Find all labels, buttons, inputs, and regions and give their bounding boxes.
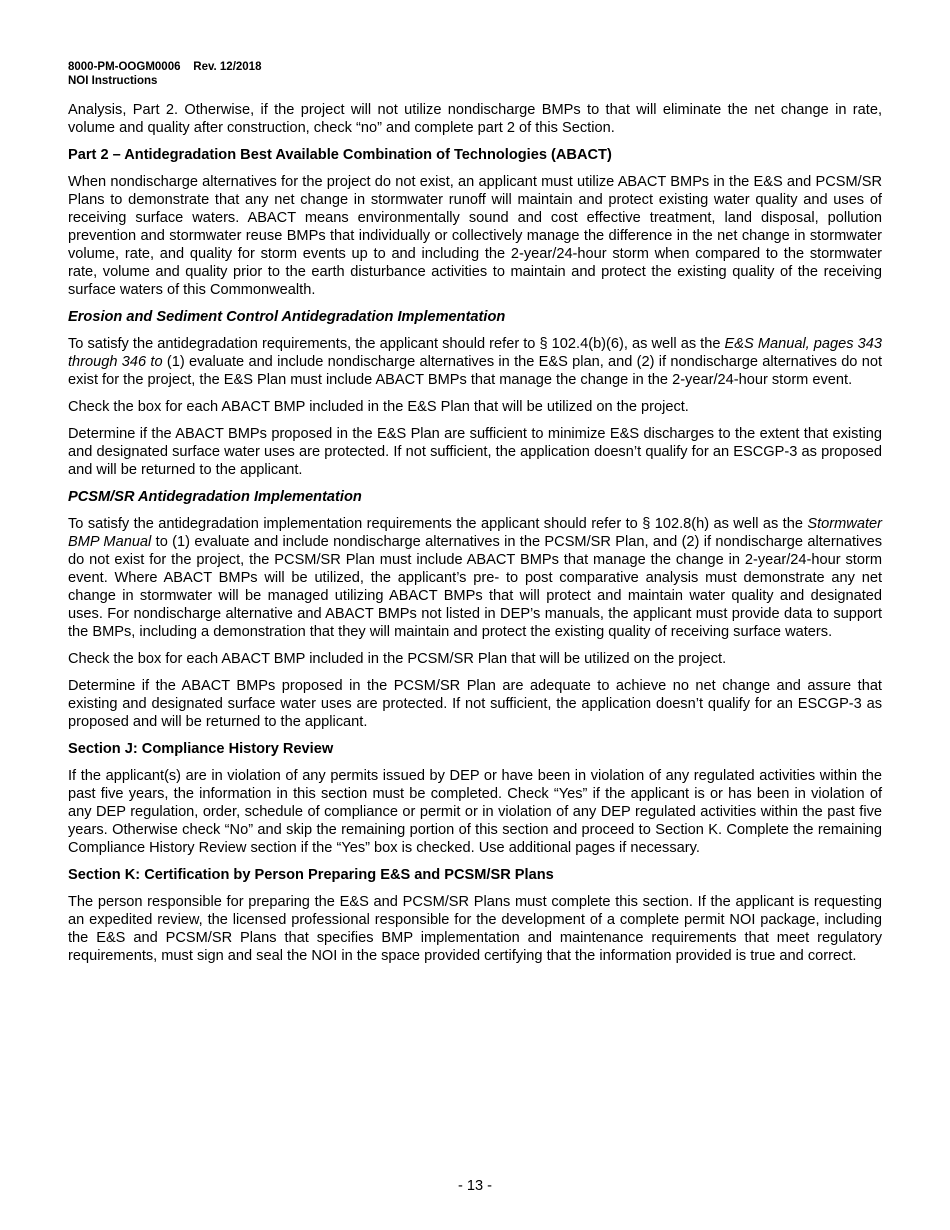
es-paragraph-3: Determine if the ABACT BMPs proposed in the E&S Plan are sufficient to minimize E&S discharges to the extent that existing and designated surface water uses are protected. If not sufficient, the application doesn’t qualify for an ESCGP-3 as proposed and will be returned to the applicant. [68, 426, 882, 478]
pcsm-paragraph-3: Determine if the ABACT BMPs proposed in the PCSM/SR Plan are adequate to achieve no net change and assure that existing and designated surface water uses are protected. If not sufficient, the application doesn’t qualify for an ESCGP-3 as proposed and will be returned to the applicant. [68, 678, 882, 730]
page-header [68, 60, 261, 88]
section-k-heading: Section K: Certification by Person Preparing E&S and PCSM/SR Plans [68, 867, 554, 883]
part2-paragraph: When nondischarge alternatives for the project do not exist, an applicant must utilize ABACT BMPs in the E&S and PCSM/SR Plans to demonstrate that any net change in stormwater runoff will maintain and protect existing water quality and uses of receiving surface waters. ABACT means environmentally sound and cost effective treatment, land disposal, pollution prevention and stormwater reuse BMPs that individually or collectively manage the difference in the net change in stormwater volume, rate, and quality for storm events up to and including the 2-year/24-hour storm when compared to the stormwater rate, volume and quality prior to the earth disturbance activities to maintain and protect the existing quality of the receiving surface waters of this Commonwealth. [68, 174, 882, 298]
es-paragraph-1 [68, 335, 882, 389]
pcsm-paragraph-1 [68, 515, 882, 641]
pcsm-paragraph-2: Check the box for each ABACT BMP included in the PCSM/SR Plan that will be utilized on the project. [68, 651, 727, 667]
part2-heading: Part 2 – Antidegradation Best Available Combination of Technologies (ABACT) [68, 147, 612, 163]
es-paragraph-1-text-a: To satisfy the antidegradation requirements, the applicant should refer to § 102.4(b)(6), as well as the [68, 336, 725, 352]
pcsm-antidegradation-heading: PCSM/SR Antidegradation Implementation [68, 489, 362, 505]
es-antidegradation-heading: Erosion and Sediment Control Antidegradation Implementation [68, 309, 506, 325]
stormwater-manual-reference: Stormwater BMP Manual [68, 516, 882, 550]
document-title: NOI Instructions [68, 75, 158, 87]
document-body [68, 101, 882, 974]
es-paragraph-2: Check the box for each ABACT BMP included in the E&S Plan that will be utilized on the project. [68, 399, 689, 415]
es-paragraph-1-text-b: (1) evaluate and include nondischarge alternatives in the E&S plan, and (2) if nondischarge alternatives do not exist for the project, the E&S Plan must include ABACT BMPs that manage the change in the 2-year/24-hour storm event. [68, 354, 882, 388]
page-number: - 13 - [457, 1178, 493, 1194]
es-manual-reference: E&S Manual, pages 343 through 346 to [68, 336, 882, 370]
section-j-heading: Section J: Compliance History Review [68, 741, 334, 757]
form-id: 8000-PM-OOGM0006 Rev. 12/2018 [68, 61, 262, 73]
section-k-paragraph: The person responsible for preparing the E&S and PCSM/SR Plans must complete this section. If the applicant is requesting an expedited review, the licensed professional responsible for the development of a complete permit NOI package, including the E&S and PCSM/SR Plans that specifies BMP implementation and maintenance requirements that meet regulatory requirements, must sign and seal the NOI in the space provided certifying that the information provided is true and correct. [68, 894, 882, 964]
pcsm-paragraph-1-text-a: To satisfy the antidegradation implementation requirements the applicant should refer to § 102.8(h) as well as the [68, 516, 808, 532]
pcsm-paragraph-1-text-b: to (1) evaluate and include nondischarge alternatives in the PCSM/SR Plan, and (2) if nondischarge alternatives do not exist for the project, the PCSM/SR Plan must include ABACT BMPs that manage the change in 2-year/24-hour storm event. Where ABACT BMPs will be utilized, the applicant’s pre- to post comparative analysis must demonstrate any net change in stormwater will be managed utilizing ABACT BMPs that will protect and maintain water quality and designated uses. For nondischarge alternative and ABACT BMPs not listed in DEP’s manuals, the applicant must provide data to support the BMPs, including a demonstration that they will maintain and protect the existing quality of receiving surface waters. [68, 534, 882, 640]
section-j-paragraph: If the applicant(s) are in violation of any permits issued by DEP or have been in violation of any regulated activities within the past five years, the information in this section must be completed. Check “Yes” if the applicant is or has been in violation of any DEP regulation, order, schedule of compliance or permit or in violation of any DEP regulated activities within the past five years. Otherwise check “No” and skip the remaining portion of this section and proceed to Section K. Complete the remaining Compliance History Review section if the “Yes” box is checked. Use additional pages if necessary. [68, 768, 882, 856]
intro-paragraph: Analysis, Part 2. Otherwise, if the project will not utilize nondischarge BMPs to that will eliminate the net change in rate, volume and quality after construction, check “no” and complete part 2 of this Section. [68, 102, 882, 136]
